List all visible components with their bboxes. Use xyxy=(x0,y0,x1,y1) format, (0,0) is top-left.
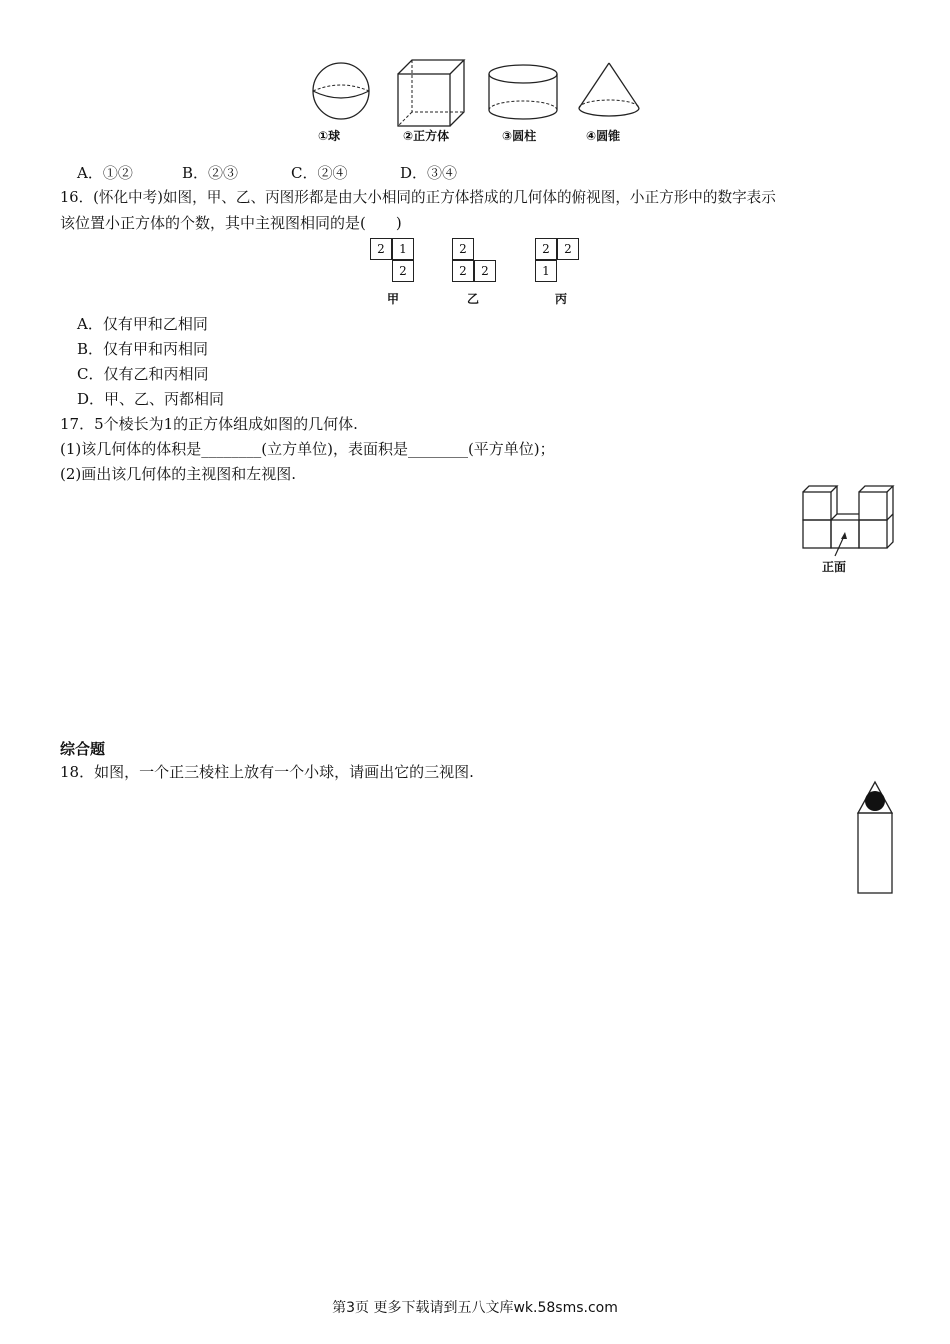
grid-jia-cell: 2 xyxy=(392,260,414,282)
q15-option-d: D．③④ xyxy=(400,164,458,182)
grid-bing-cell: 1 xyxy=(535,260,557,282)
q17-stem: 17．5个棱长为1的正方体组成如图的几何体. xyxy=(60,415,358,433)
q18-prism-ball-figure xyxy=(854,780,896,898)
grid-yi-cell: 2 xyxy=(452,260,474,282)
q16-option-a: A．仅有甲和乙相同 xyxy=(77,315,208,333)
sphere-caption: ①球 xyxy=(318,129,341,143)
q17-cubes-figure xyxy=(800,484,896,554)
q16-stem-line1: 16．(怀化中考)如图，甲、乙、丙图形都是由大小相同的正方体搭成的几何体的俯视图，小正方形中的数字表示 xyxy=(60,189,776,206)
q16-option-c: C．仅有乙和丙相同 xyxy=(77,365,209,383)
q17-part1: (1)该几何体的体积是________(立方单位)，表面积是________(平方单位)； xyxy=(60,440,555,458)
cylinder-caption: ③圆柱 xyxy=(502,129,537,143)
q15-option-c: C．②④ xyxy=(291,164,348,182)
cylinder-figure xyxy=(486,62,560,124)
grid-yi-label: 乙 xyxy=(467,292,480,306)
grid-bing-cell: 2 xyxy=(535,238,557,260)
sphere-figure xyxy=(310,60,372,122)
q16-option-b: B．仅有甲和丙相同 xyxy=(77,340,209,358)
q18-stem: 18．如图，一个正三棱柱上放有一个小球，请画出它的三视图. xyxy=(60,763,474,781)
grid-jia-label: 甲 xyxy=(387,292,400,306)
cone-caption: ④圆锥 xyxy=(586,129,621,143)
q15-option-a: A．①② xyxy=(77,164,133,182)
q16-stem-line2: 该位置小正方体的个数，其中主视图相同的是( ) xyxy=(60,214,402,232)
q15-option-b: B．②③ xyxy=(182,164,239,182)
section-title: 综合题 xyxy=(60,740,106,758)
page-footer: 第3页 更多下载请到五八文库wk.58sms.com xyxy=(332,1300,618,1316)
q17-front-label: 正面 xyxy=(822,560,847,574)
q16-option-d: D．甲、乙、丙都相同 xyxy=(77,390,225,408)
grid-yi-cell: 2 xyxy=(474,260,496,282)
grid-yi-cell: 2 xyxy=(452,238,474,260)
grid-bing-label: 丙 xyxy=(555,292,568,306)
grid-bing-cell: 2 xyxy=(557,238,579,260)
grid-jia-cell: 2 xyxy=(370,238,392,260)
cone-figure xyxy=(575,60,643,122)
cube-figure xyxy=(395,58,467,128)
cube-caption: ②正方体 xyxy=(403,129,450,143)
grid-jia-cell: 1 xyxy=(392,238,414,260)
q17-part2: (2)画出该几何体的主视图和左视图. xyxy=(60,465,297,483)
